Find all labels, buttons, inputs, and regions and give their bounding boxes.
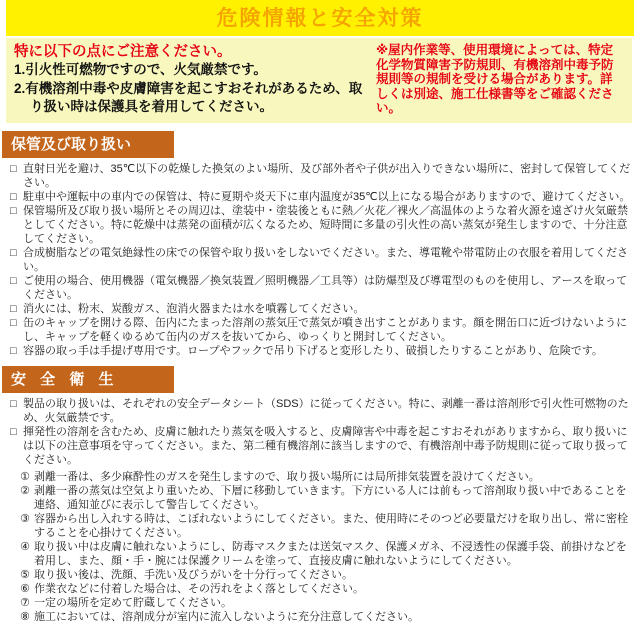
notice-point-2: 2.有機溶剤中毒や皮膚障害を起こすおそれがあるため、取り扱い時は保護具を着用してください。 <box>14 80 363 114</box>
step-number: ⑦ <box>20 596 30 609</box>
step-text: 取り扱い中は皮膚に触れないようにし、防毒マスクまたは送気マスク、保護メガネ、不浸透性の保護手袋、前掛けなどを着用し、また、顔・手・腕には保護クリームを塗って、直接皮膚に触れないようにしてください。 <box>34 540 627 567</box>
list-item <box>10 246 632 274</box>
page-title: 危険情報と安全対策 <box>6 0 634 36</box>
step-item <box>20 484 632 512</box>
safety-steps <box>20 470 632 624</box>
checkbox-marker: □ <box>10 190 17 203</box>
safety-list <box>10 397 632 467</box>
step-item <box>20 470 632 484</box>
checkbox-marker: □ <box>10 162 17 175</box>
step-text: 施工においては、溶剤成分が室内に流入しないように充分注意してください。 <box>34 610 419 623</box>
step-number: ⑤ <box>20 568 30 581</box>
step-text: 剥離一番の蒸気は空気より重いため、下層に移動していきます。下方にいる人には前もって溶剤取り扱い中であることを連絡、通知並びに表示して警告してください。 <box>34 484 627 511</box>
checkbox-marker: □ <box>10 274 17 287</box>
regulation-note: ※屋内作業等、使用環境によっては、特定化学物質障害予防規則、有機溶剤中毒予防規則等の規制を受ける場合があります。詳しくは別途、施工仕様書等をご確認ください。 <box>376 43 614 115</box>
checkbox-marker: □ <box>10 316 17 329</box>
list-item-text: 合成樹脂などの電気絶縁性の床での保管や取り扱いをしないでください。また、導電靴や帯電防止の衣服を着用してください。 <box>23 246 628 273</box>
list-item-text: 缶のキャップを開ける際、缶内にたまった溶剤の蒸気圧で蒸気が噴き出すことがあります。顔を開缶口に近づけないようにし、キャップを軽くゆるめて缶内のガスを抜いてから、ゆっくりと開封してください。 <box>23 316 628 343</box>
step-number: ④ <box>20 540 30 553</box>
step-text: 剥離一番は、多少麻酔性のガスを発生しますので、取り扱い場所には局所排気装置を設けてください。 <box>34 470 540 483</box>
step-text: 作業衣などに付着した場合は、その汚れをよく落としてください。 <box>34 582 364 595</box>
list-item <box>10 316 632 344</box>
step-number: ⑥ <box>20 582 30 595</box>
list-item-text: 保管場所及び取り扱い場所とその周辺は、塗装中・塗装後ともに熱／火花／裸火／高温体のような着火源を遠ざけ火気厳禁としてください。特に乾燥中は蒸発の面積が広くなるため、短時間に多量の引火性の高い蒸気が発生しますので、十分注意してください。 <box>23 204 628 245</box>
list-item-text: 駐車中や運転中の車内での保管は、特に夏期や炎天下に車内温度が35℃以上になる場合がありますので、避けてください。 <box>23 190 631 203</box>
list-item <box>10 302 632 316</box>
step-text: 一定の場所を定めて貯蔵してください。 <box>34 596 232 609</box>
step-number: ③ <box>20 512 30 525</box>
section-header-safety: 安 全 衛 生 <box>2 366 174 393</box>
list-item-text: 容器の取っ手は手提げ専用です。ロープやフックで吊り下げると変形したり、破損したりすることがあり、危険です。 <box>23 344 603 357</box>
list-item <box>10 274 632 302</box>
step-item <box>20 568 632 582</box>
step-item <box>20 540 632 568</box>
step-item <box>20 610 632 624</box>
notice-main <box>14 43 366 117</box>
notice-box <box>6 38 632 123</box>
list-item <box>10 344 632 358</box>
step-item <box>20 512 632 540</box>
storage-list <box>10 162 632 358</box>
step-item <box>20 582 632 596</box>
section-header-storage: 保管及び取り扱い <box>2 131 174 158</box>
step-text: 取り扱い後は、洗顔、手洗い及びうがいを十分行ってください。 <box>34 568 353 581</box>
list-item <box>10 204 632 246</box>
list-item <box>10 190 632 204</box>
checkbox-marker: □ <box>10 344 17 357</box>
notice-point-1: 1.引火性可燃物ですので、火気厳禁です。 <box>14 62 267 77</box>
list-item-text: 製品の取り扱いは、それぞれの安全データシート（SDS）に従ってください。特に、剥離一番は溶剤形で引火性可燃物のため、火気厳禁です。 <box>23 397 629 424</box>
checkbox-marker: □ <box>10 425 17 438</box>
step-number: ⑧ <box>20 610 30 623</box>
list-item-text: 揮発性の溶剤を含むため、皮膚に触れたり蒸気を吸入すると、皮膚障害や中毒を起こすおそれがありますから、取り扱いには以下の注意事項を守ってください。また、第二種有機溶剤に該当しますので、有機溶剤中毒予防規則に従って取り扱ってください。 <box>23 425 628 466</box>
list-item-text: 直射日光を避け、35℃以下の乾燥した換気のよい場所、及び部外者や子供が出入りできない場所に、密封して保管してください。 <box>23 162 631 189</box>
checkbox-marker: □ <box>10 246 17 259</box>
checkbox-marker: □ <box>10 397 17 410</box>
list-item <box>10 162 632 190</box>
checkbox-marker: □ <box>10 204 17 217</box>
step-item <box>20 596 632 610</box>
list-item-text: 消火には、粉末、炭酸ガス、泡消火器または水を噴霧してください。 <box>23 302 365 315</box>
list-item <box>10 397 632 425</box>
list-item-text: ご使用の場合、使用機器（電気機器／換気装置／照明機器／工具等）は防爆型及び導電型のものを使用し、アースを取ってください。 <box>23 274 628 301</box>
checkbox-marker: □ <box>10 302 17 315</box>
notice-heading: 特に以下の点にご注意ください。 <box>14 44 232 60</box>
step-number: ② <box>20 484 30 497</box>
step-text: 容器から出し入れする時は、こぼれないようにしてください。また、使用時にそのつど必要量だけを取り出し、常に密栓することを心掛けてください。 <box>34 512 628 539</box>
step-number: ① <box>20 470 30 483</box>
list-item <box>10 425 632 467</box>
